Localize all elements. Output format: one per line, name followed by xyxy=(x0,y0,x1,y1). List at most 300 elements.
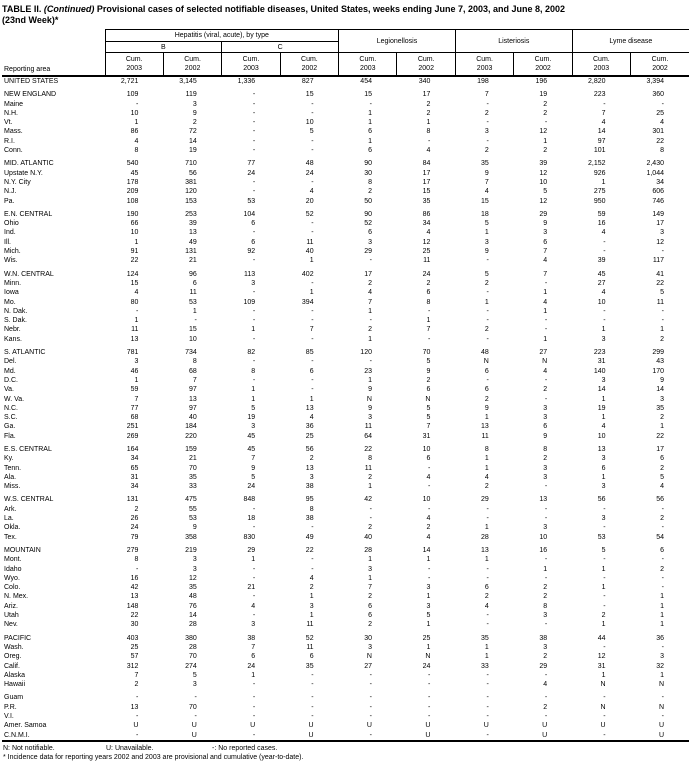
cell-value: N xyxy=(425,653,431,661)
table-row xyxy=(2,643,689,652)
cell-value: 9 xyxy=(192,524,197,532)
table-row xyxy=(2,652,689,661)
row-area-label: Nev. xyxy=(4,621,18,629)
cell-value: 18 xyxy=(480,210,489,218)
cell-value: 96 xyxy=(188,270,197,278)
cell-value: 9 xyxy=(660,376,664,384)
cell-value: 65 xyxy=(130,464,139,472)
cell-value: - xyxy=(486,703,489,711)
cell-value: 1 xyxy=(543,307,548,315)
cell-value: 80 xyxy=(130,298,139,306)
cell-value: 251 xyxy=(126,423,139,431)
cell-value: 36 xyxy=(656,634,664,642)
cell-value: - xyxy=(252,317,256,325)
cell-value: 1 xyxy=(601,414,606,422)
cell-value: 1 xyxy=(543,335,548,343)
cell-value: 29 xyxy=(539,210,548,218)
row-area-label: Mont. xyxy=(4,556,22,564)
cell-value: 53 xyxy=(188,298,197,306)
cell-value: 223 xyxy=(593,349,606,357)
cell-value: 97 xyxy=(188,404,197,412)
cell-value: 56 xyxy=(305,445,314,453)
row-area-label: Utah xyxy=(4,612,19,620)
table-row xyxy=(2,432,689,441)
cell-value: 13 xyxy=(188,229,197,237)
cell-value: - xyxy=(428,703,431,711)
cell-value: - xyxy=(661,248,664,256)
cell-value: 6 xyxy=(251,220,256,228)
cell-value: 22 xyxy=(130,612,139,620)
cell-value: - xyxy=(136,713,139,720)
cell-value: 13 xyxy=(305,404,314,412)
cell-value: 4 xyxy=(426,533,431,541)
cell-value: 1 xyxy=(368,483,372,491)
cell-value: 12 xyxy=(188,574,197,582)
cell-value: 3 xyxy=(660,229,664,237)
cell-value: 10 xyxy=(130,229,139,237)
cell-value: 22 xyxy=(130,257,139,265)
cell-value: 5 xyxy=(660,473,664,481)
cell-value: 20 xyxy=(305,197,314,205)
table-row xyxy=(2,495,689,504)
cell-value: 90 xyxy=(364,210,372,218)
table-row xyxy=(2,238,689,247)
cell-value: 25 xyxy=(422,634,431,642)
cell-value: 28 xyxy=(188,643,197,651)
cell-value: 6 xyxy=(309,653,314,661)
cell-value: - xyxy=(486,713,489,720)
cell-value: - xyxy=(661,317,664,325)
cell-value: 9 xyxy=(426,367,431,375)
cell-value: - xyxy=(194,694,197,702)
cell-value: 209 xyxy=(126,188,139,196)
cell-value: 279 xyxy=(126,546,139,554)
cell-value: - xyxy=(544,505,548,513)
cell-value: 7 xyxy=(251,455,256,463)
row-area-label: Minn. xyxy=(4,279,22,287)
cell-value: - xyxy=(603,248,606,256)
cell-value: 10 xyxy=(422,496,431,504)
cell-value: 2 xyxy=(660,335,664,343)
cell-value: 2 xyxy=(484,593,489,601)
cell-value: 1 xyxy=(426,556,431,564)
cell-value: 2 xyxy=(484,109,489,117)
cell-value: - xyxy=(252,593,256,601)
cell-value: 18 xyxy=(247,515,256,523)
table-row xyxy=(2,574,689,583)
cell-value: 70 xyxy=(188,464,197,472)
cell-value: 2 xyxy=(368,188,372,196)
cell-value: 8 xyxy=(543,445,548,453)
cell-value: 39 xyxy=(539,160,548,168)
hepatitis-group-header: Hepatitis (viral, acute), by type xyxy=(105,30,339,42)
cell-value: 22 xyxy=(656,279,664,287)
cell-value: N xyxy=(425,395,431,403)
cell-value: - xyxy=(311,524,314,532)
cell-value: 35 xyxy=(656,404,664,412)
table-row xyxy=(2,454,689,463)
cell-value: 38 xyxy=(305,515,314,523)
cell-value: 10 xyxy=(539,533,548,541)
cell-value: - xyxy=(252,178,256,186)
row-area-label: Conn. xyxy=(4,147,23,155)
cell-value: 1 xyxy=(309,612,314,620)
cell-value: - xyxy=(311,147,314,155)
cell-value: 11 xyxy=(423,257,431,265)
cell-value: 34 xyxy=(130,455,139,463)
row-area-label: N. Dak. xyxy=(4,307,28,315)
cell-value: 31 xyxy=(422,432,431,440)
cell-value: 15 xyxy=(422,188,431,196)
cell-value: 1 xyxy=(660,602,664,610)
cell-value: - xyxy=(603,238,606,246)
table-row xyxy=(2,376,689,385)
cell-value: 3 xyxy=(543,464,548,472)
cell-value: - xyxy=(311,100,314,108)
cell-value: 68 xyxy=(188,367,197,375)
cell-value: - xyxy=(194,317,197,325)
table-row xyxy=(2,731,689,741)
cell-value: - xyxy=(369,671,372,679)
cell-value: - xyxy=(136,694,139,702)
cell-value: 53 xyxy=(188,515,197,523)
cell-value: 45 xyxy=(130,169,139,177)
cell-value: - xyxy=(486,317,489,325)
cell-value: U xyxy=(483,722,489,730)
cell-value: N xyxy=(600,681,606,689)
cell-value: 120 xyxy=(185,188,197,196)
cell-value: 12 xyxy=(539,197,548,205)
row-area-label: Mass. xyxy=(4,128,23,136)
cell-value: 9 xyxy=(543,220,548,228)
row-area-label: PACIFIC xyxy=(4,634,32,642)
cell-value: 5 xyxy=(484,270,489,278)
row-area-label: C.N.M.I. xyxy=(4,731,30,739)
cell-value: - xyxy=(486,119,489,127)
cell-value: 3 xyxy=(426,602,431,610)
cell-value: 2,430 xyxy=(646,160,664,168)
table-row xyxy=(2,228,689,237)
cell-value: - xyxy=(252,119,256,127)
cell-value: N xyxy=(658,681,664,689)
hep-c-cum-2003-header: Cum. 2003 xyxy=(222,53,280,77)
cell-value: 4 xyxy=(543,257,548,265)
cell-value: 5 xyxy=(426,404,431,412)
cell-value: - xyxy=(603,556,606,564)
cell-value: 5 xyxy=(251,473,256,481)
cell-value: 149 xyxy=(652,210,664,218)
cell-value: 52 xyxy=(364,220,372,228)
table-row xyxy=(2,118,689,127)
table-row xyxy=(2,413,689,422)
row-area-label: Ill. xyxy=(4,238,11,246)
cell-value: 7 xyxy=(426,423,431,431)
cell-value: - xyxy=(428,483,431,491)
cell-value: 5 xyxy=(484,220,489,228)
cell-value: 2 xyxy=(426,100,431,108)
cell-value: 10 xyxy=(305,119,314,127)
cell-value: 2 xyxy=(309,584,314,592)
cell-value: 59 xyxy=(130,386,139,394)
cell-value: - xyxy=(603,100,606,108)
cell-value: 53 xyxy=(247,197,256,205)
table-row xyxy=(2,256,689,265)
cell-value: 21 xyxy=(247,584,256,592)
footnotes xyxy=(2,744,689,762)
cell-value: 3 xyxy=(601,335,606,343)
cell-value: - xyxy=(544,574,548,582)
cell-value: - xyxy=(311,681,314,689)
cell-value: U xyxy=(658,731,664,739)
cell-value: U xyxy=(658,722,664,730)
cell-value: 14 xyxy=(188,612,197,620)
cell-value: - xyxy=(486,376,489,384)
cell-value: 184 xyxy=(185,423,197,431)
row-area-label: N.H. xyxy=(4,109,18,117)
cell-value: U xyxy=(425,731,431,739)
row-area-label: N.Y. City xyxy=(4,178,31,186)
cell-value: - xyxy=(252,289,256,297)
cell-value: 55 xyxy=(188,505,197,513)
cell-value: 4 xyxy=(601,229,606,237)
cell-value: 6 xyxy=(368,602,372,610)
row-area-label: Wash. xyxy=(4,643,24,651)
cell-value: 13 xyxy=(188,395,197,403)
cell-value: 6 xyxy=(309,367,314,375)
row-area-label: Md. xyxy=(4,367,16,375)
cell-value: 76 xyxy=(188,602,197,610)
cell-value: 70 xyxy=(188,653,197,661)
cell-value: 3 xyxy=(192,556,197,564)
footnote-no-reported: -: No reported cases. xyxy=(212,744,278,752)
cell-value: 3 xyxy=(484,238,489,246)
cell-value: 131 xyxy=(126,496,139,504)
legionellosis-header: Legionellosis xyxy=(339,30,456,53)
cell-value: 5 xyxy=(601,546,606,554)
table-row xyxy=(2,76,689,86)
cell-value: - xyxy=(486,612,489,620)
row-area-label: D.C. xyxy=(4,376,18,384)
cell-value: U xyxy=(191,722,197,730)
cell-value: 46 xyxy=(130,367,139,375)
title-continued: (Continued) xyxy=(43,4,95,14)
cell-value: 403 xyxy=(126,634,139,642)
row-area-label: Fla. xyxy=(4,432,16,440)
cell-value: - xyxy=(486,307,489,315)
cell-value: - xyxy=(603,602,606,610)
title-text: Provisional cases of selected notifiable diseases, United States, weeks ending June 7, 2003, and June 8, 2002 xyxy=(96,4,566,14)
row-area-label: Ariz. xyxy=(4,602,18,610)
cell-value: 35 xyxy=(305,662,314,670)
cell-value: 15 xyxy=(305,91,314,99)
cell-value: 3 xyxy=(368,565,372,573)
cell-value: 3,145 xyxy=(179,78,197,85)
cell-value: 3 xyxy=(484,128,489,136)
cell-value: - xyxy=(252,188,256,196)
table-row xyxy=(2,219,689,228)
cell-value: U xyxy=(250,722,256,730)
cell-value: 1 xyxy=(601,671,606,679)
cell-value: 2 xyxy=(601,612,606,620)
cell-value: 12 xyxy=(539,128,548,136)
cell-value: 1 xyxy=(484,556,489,564)
cell-value: 1 xyxy=(134,317,139,325)
cell-value: - xyxy=(252,229,256,237)
cell-value: 3 xyxy=(192,681,197,689)
cell-value: 109 xyxy=(126,91,139,99)
cell-value: 402 xyxy=(301,270,314,278)
cell-value: 27 xyxy=(597,279,606,287)
cell-value: - xyxy=(136,565,139,573)
cell-value: 35 xyxy=(480,634,489,642)
cell-value: 34 xyxy=(656,178,664,186)
table-row xyxy=(2,505,689,514)
cell-value: 10 xyxy=(422,445,431,453)
cell-value: 159 xyxy=(185,445,197,453)
cell-value: - xyxy=(252,703,256,711)
cell-value: 1 xyxy=(484,524,489,532)
cell-value: 113 xyxy=(244,270,256,278)
cell-value: - xyxy=(486,565,489,573)
cell-value: - xyxy=(544,317,548,325)
hepatitis-b-header: B xyxy=(105,42,222,53)
cell-value: - xyxy=(252,307,256,315)
table-row xyxy=(2,307,689,316)
cell-value: 77 xyxy=(130,404,139,412)
cell-value: 117 xyxy=(652,257,664,265)
row-area-label: MID. ATLANTIC xyxy=(4,160,54,168)
row-area-label: MOUNTAIN xyxy=(4,546,41,554)
cell-value: 8 xyxy=(368,455,372,463)
row-area-label: Colo. xyxy=(4,584,21,592)
cell-value: 8 xyxy=(660,147,664,155)
cell-value: 1 xyxy=(368,137,372,145)
cell-value: 34 xyxy=(130,483,139,491)
cell-value: 3 xyxy=(601,483,606,491)
cell-value: - xyxy=(311,671,314,679)
cell-value: - xyxy=(369,257,372,265)
row-area-label: Ark. xyxy=(4,505,17,513)
cell-value: - xyxy=(486,505,489,513)
cell-value: U xyxy=(366,722,372,730)
cell-value: 11 xyxy=(656,298,664,306)
cell-value: 4 xyxy=(426,147,431,155)
cell-value: 1 xyxy=(368,574,372,582)
cell-value: - xyxy=(428,694,431,702)
cell-value: - xyxy=(486,574,489,582)
cell-value: 17 xyxy=(422,178,431,186)
cell-value: 8 xyxy=(426,298,431,306)
cell-value: - xyxy=(311,694,314,702)
row-area-label: Ga. xyxy=(4,423,16,431)
cell-value: 8 xyxy=(543,602,548,610)
row-area-label: S.C. xyxy=(4,414,18,422)
cell-value: 24 xyxy=(422,662,431,670)
cell-value: 3 xyxy=(543,229,548,237)
cell-value: 10 xyxy=(597,432,606,440)
table-row xyxy=(2,109,689,118)
cell-value: - xyxy=(252,713,256,720)
row-area-label: Pa. xyxy=(4,197,15,205)
cell-value: 7 xyxy=(601,109,606,117)
cell-value: 40 xyxy=(188,414,197,422)
cell-value: 178 xyxy=(126,178,139,186)
cell-value: 119 xyxy=(185,91,197,99)
cell-value: 19 xyxy=(597,404,606,412)
cell-value: 4 xyxy=(309,414,314,422)
table-row xyxy=(2,197,689,206)
cell-value: 7 xyxy=(309,326,314,334)
cell-value: 1 xyxy=(601,621,606,629)
cell-value: 42 xyxy=(364,496,372,504)
row-area-label: Ind. xyxy=(4,229,16,237)
cell-value: 22 xyxy=(305,546,314,554)
cell-value: 6 xyxy=(368,612,372,620)
cell-value: 2 xyxy=(543,147,548,155)
cell-value: 70 xyxy=(422,349,431,357)
cell-value: 4 xyxy=(251,602,256,610)
cell-value: 79 xyxy=(130,533,139,541)
cell-value: 19 xyxy=(188,147,197,155)
cell-value: 1 xyxy=(368,335,372,343)
cell-value: 2 xyxy=(543,653,548,661)
cell-value: 6 xyxy=(426,289,431,297)
cell-value: 2 xyxy=(543,455,548,463)
cell-value: 1 xyxy=(251,386,256,394)
cell-value: 15 xyxy=(188,326,197,334)
cell-value: 1 xyxy=(484,464,489,472)
cell-value: 3 xyxy=(368,238,372,246)
row-area-label: Vt. xyxy=(4,119,13,127)
cell-value: 1 xyxy=(484,298,489,306)
cell-value: 35 xyxy=(188,473,197,481)
cell-value: 3 xyxy=(543,473,548,481)
cell-value: 11 xyxy=(481,432,489,440)
cell-value: 148 xyxy=(126,602,139,610)
cell-value: 3 xyxy=(251,423,256,431)
cell-value: N xyxy=(542,358,548,366)
cell-value: 53 xyxy=(597,533,606,541)
cell-value: - xyxy=(544,556,548,564)
cell-value: 3 xyxy=(543,524,548,532)
table-row xyxy=(2,533,689,542)
cell-value: 25 xyxy=(656,109,664,117)
cell-value: - xyxy=(486,515,489,523)
title-line1 xyxy=(2,4,689,15)
cell-value: 72 xyxy=(188,128,197,136)
cell-value: - xyxy=(369,505,372,513)
cell-value: - xyxy=(486,731,489,739)
row-area-label: Amer. Samoa xyxy=(4,722,47,730)
row-area-label: V.I. xyxy=(4,713,14,720)
cell-value: - xyxy=(369,731,372,739)
cell-value: 3 xyxy=(601,455,606,463)
cell-value: 2 xyxy=(660,414,664,422)
cell-value: 24 xyxy=(130,524,139,532)
row-area-label: Tex. xyxy=(4,533,17,541)
cell-value: 6 xyxy=(484,386,489,394)
cell-value: - xyxy=(661,574,664,582)
cell-value: - xyxy=(486,671,489,679)
cell-value: 475 xyxy=(185,496,197,504)
cell-value: U xyxy=(133,722,139,730)
cell-value: - xyxy=(428,671,431,679)
cell-value: 56 xyxy=(188,169,197,177)
cell-value: 3 xyxy=(192,565,197,573)
cell-value: 36 xyxy=(305,423,314,431)
cell-value: 9 xyxy=(484,169,489,177)
cell-value: - xyxy=(544,279,548,287)
